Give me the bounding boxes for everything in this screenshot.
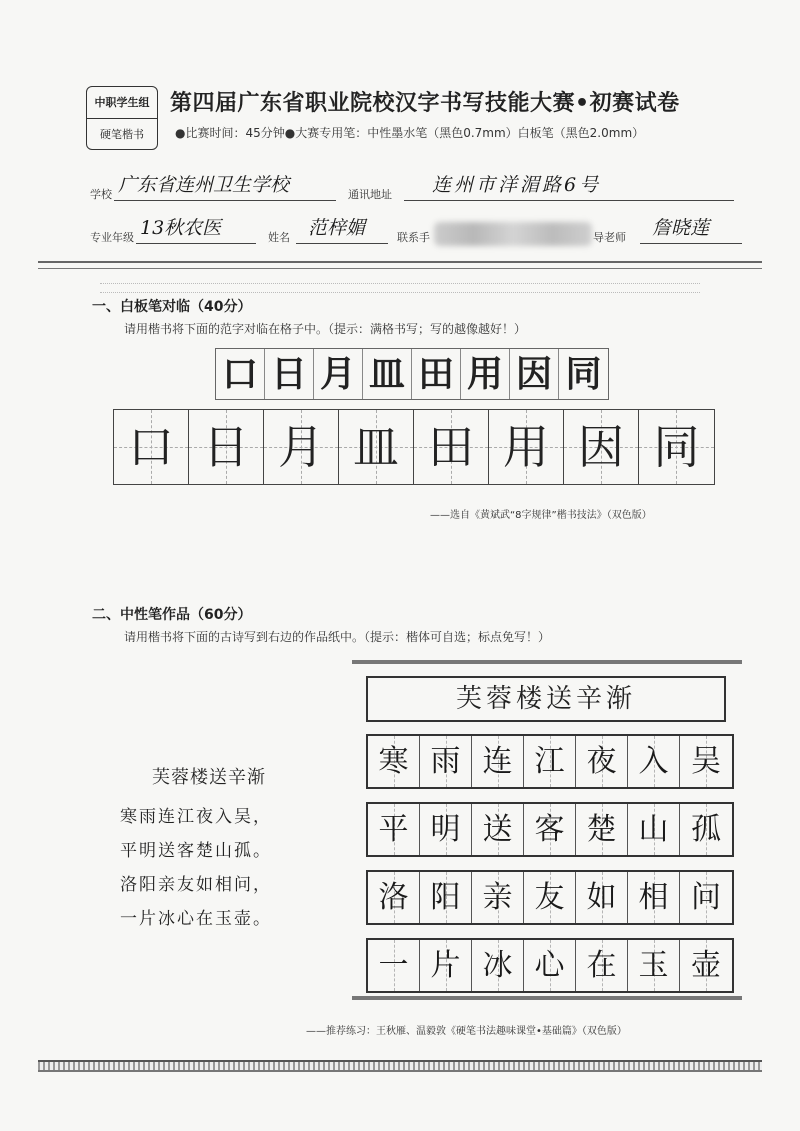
sheet-cell: [628, 736, 680, 787]
sheet-cell: [472, 804, 524, 855]
practice-cell: [639, 410, 714, 484]
handwritten-char: 日: [203, 420, 249, 474]
sheet-cell: [420, 872, 472, 923]
teacher-value: 詹晓莲: [652, 217, 710, 239]
practice-cell: [114, 410, 189, 484]
major-label: 专业年级: [90, 231, 134, 244]
sheet-cell: [524, 872, 576, 923]
section2-heading: 二、中性笔作品（60分）: [92, 607, 252, 623]
sheet-cell: [576, 804, 628, 855]
handwritten-char: 明: [430, 812, 461, 847]
model-char: 田: [412, 349, 461, 399]
sheet-row: [366, 734, 734, 789]
poem-title: 芙蓉楼送辛渐: [152, 767, 266, 788]
sheet-cell: [472, 736, 524, 787]
school-value: 广东省连州卫生学校: [118, 174, 290, 196]
badge-style: 硬笔楷书: [100, 128, 144, 141]
practice-cell: [264, 410, 339, 484]
address-value: 连州市洋湄路6号: [432, 174, 602, 196]
sheet-cell: [680, 872, 732, 923]
sheet-cell: [368, 940, 420, 991]
sheet-top-band: [352, 660, 742, 664]
model-character-strip: [215, 348, 609, 400]
redacted-contact: [434, 222, 592, 246]
school-underline: [114, 200, 336, 201]
address-label: 通讯地址: [348, 188, 392, 201]
sheet-row: [366, 870, 734, 925]
practice-cell: [564, 410, 639, 484]
practice-grid: [113, 409, 715, 485]
model-char: 日: [265, 349, 314, 399]
model-char: 用: [461, 349, 510, 399]
sheet-title: 芙蓉楼送辛渐: [366, 676, 726, 722]
model-char: 口: [216, 349, 265, 399]
sheet-row: [366, 938, 734, 993]
sheet-cell: [524, 940, 576, 991]
handwritten-char: 平: [378, 812, 409, 847]
name-label: 姓名: [268, 231, 290, 244]
handwritten-char: 友: [534, 880, 565, 915]
handwritten-char: 冰: [482, 948, 513, 983]
sheet-cell: [420, 736, 472, 787]
handwritten-char: 同: [653, 420, 700, 474]
teacher-underline: [640, 243, 742, 244]
model-char: 月: [314, 349, 363, 399]
sheet-cell: [680, 804, 732, 855]
handwritten-char: 雨: [430, 744, 461, 779]
header-divider: [38, 261, 762, 269]
section1-instruction: 请用楷书将下面的范字对临在格子中。（提示：满格书写；写的越像越好！）: [124, 322, 527, 336]
handwritten-char: 孤: [691, 812, 721, 847]
handwritten-char: 送: [482, 812, 513, 847]
handwritten-char: 客: [534, 812, 565, 847]
handwritten-char: 夜: [586, 744, 617, 779]
handwritten-char: 用: [503, 420, 549, 474]
practice-cell: [339, 410, 414, 484]
faint-line: [100, 283, 700, 284]
handwritten-char: 片: [430, 948, 461, 983]
poem-line: 寒雨连江夜入吴，: [120, 807, 272, 827]
sheet-cell: [576, 940, 628, 991]
sheet-cell: [680, 736, 732, 787]
teacher-label: 导老师: [593, 231, 626, 244]
calligraphy-sheet: [352, 660, 742, 1000]
sheet-cell: [368, 804, 420, 855]
sheet-cell: [524, 804, 576, 855]
school-label: 学校: [90, 188, 112, 201]
sheet-cell: [680, 940, 732, 991]
address-underline: [404, 200, 734, 201]
handwritten-char: 一: [378, 948, 409, 983]
handwritten-char: 吴: [691, 744, 721, 779]
handwritten-char: 口: [128, 420, 174, 474]
sheet-cell: [420, 804, 472, 855]
handwritten-char: 山: [638, 812, 669, 847]
handwritten-char: 皿: [353, 420, 399, 474]
sheet-cell: [472, 872, 524, 923]
poem-line: 洛阳亲友如相问，: [120, 875, 272, 895]
handwritten-char: 月: [278, 420, 324, 474]
badge-category: 中职学生组: [87, 87, 157, 119]
poem-line: 一片冰心在玉壶。: [120, 909, 272, 929]
exam-subtitle: ●比赛时间：45分钟●大赛专用笔：中性墨水笔（黑色0.7mm）白板笔（黑色2.0mm）: [175, 126, 645, 140]
section1-credit: ——选自《黄斌武“8字规律”楷书技法》（双色版）: [430, 510, 652, 521]
section2-credit: ——推荐练习：王秋雁、温毅敦《硬笔书法趣味课堂•基础篇》（双色版）: [306, 1026, 627, 1037]
sheet-cell: [628, 804, 680, 855]
major-underline: [136, 243, 256, 244]
section1-heading: 一、白板笔对临（40分）: [92, 299, 252, 315]
sheet-row: [366, 802, 734, 857]
sheet-cell: [472, 940, 524, 991]
handwritten-char: 入: [638, 744, 669, 779]
sheet-cell: [576, 872, 628, 923]
handwritten-char: 心: [534, 948, 565, 983]
practice-cell: [414, 410, 489, 484]
sheet-cell: [368, 736, 420, 787]
section2-instruction: 请用楷书将下面的古诗写到右边的作品纸中。（提示：楷体可自选；标点免写！）: [124, 630, 551, 644]
handwritten-char: 田: [428, 420, 474, 474]
footer-band: [38, 1060, 762, 1072]
model-char: 皿: [363, 349, 412, 399]
sheet-cell: [524, 736, 576, 787]
handwritten-char: 相: [638, 880, 669, 915]
name-value: 范梓媚: [308, 217, 366, 239]
handwritten-char: 问: [691, 880, 721, 915]
sheet-cell: [368, 872, 420, 923]
handwritten-char: 阳: [430, 880, 461, 915]
faint-line: [100, 292, 700, 293]
handwritten-char: 因: [578, 420, 624, 474]
handwritten-char: 壶: [691, 948, 721, 983]
handwritten-char: 玉: [638, 948, 669, 983]
practice-cell: [189, 410, 264, 484]
handwritten-char: 连: [482, 744, 513, 779]
sheet-cell: [628, 872, 680, 923]
practice-cell: [489, 410, 564, 484]
handwritten-char: 洛: [378, 880, 409, 915]
contact-label: 联系手: [397, 231, 430, 244]
handwritten-char: 寒: [378, 744, 409, 779]
model-char: 同: [565, 353, 602, 395]
sheet-cell: [576, 736, 628, 787]
major-value: 13秋农医: [140, 217, 222, 239]
handwritten-char: 亲: [482, 880, 513, 915]
handwritten-char: 楚: [586, 812, 617, 847]
sheet-cell: [628, 940, 680, 991]
model-char: 因: [510, 349, 559, 399]
sheet-cell: [420, 940, 472, 991]
sheet-bottom-band: [352, 996, 742, 1000]
poem-line: 平明送客楚山孤。: [120, 841, 272, 861]
handwritten-char: 如: [586, 880, 617, 915]
handwritten-char: 在: [586, 948, 617, 983]
handwritten-char: 江: [534, 744, 565, 779]
category-badge: [86, 86, 158, 150]
name-underline: [296, 243, 388, 244]
exam-title: 第四届广东省职业院校汉字书写技能大赛•初赛试卷: [170, 91, 680, 116]
